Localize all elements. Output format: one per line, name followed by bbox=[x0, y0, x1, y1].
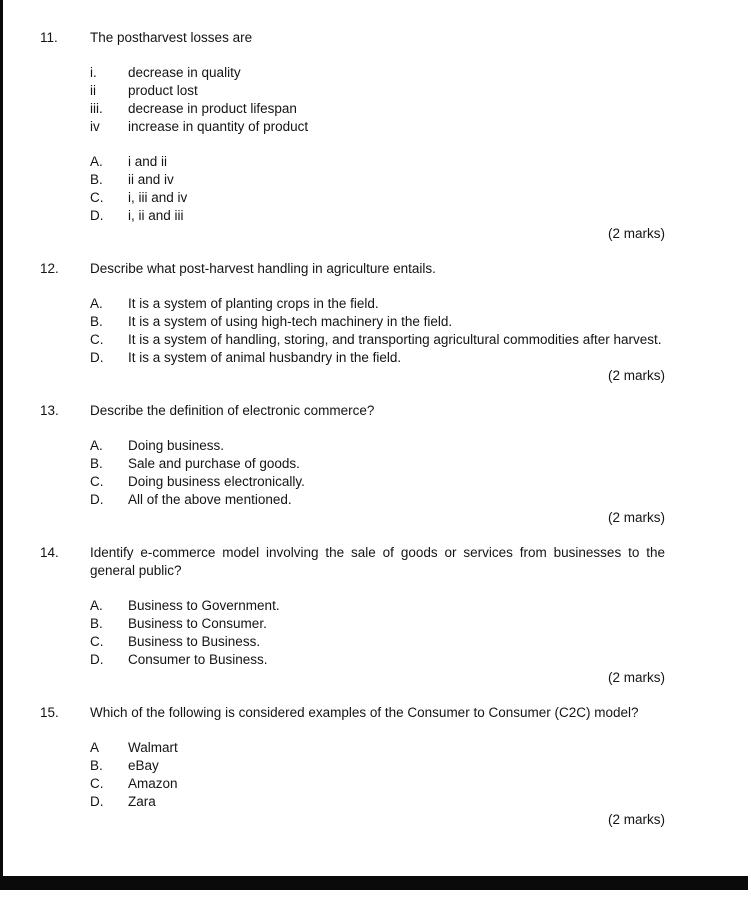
marks-label: (2 marks) bbox=[608, 670, 665, 685]
option-row bbox=[90, 633, 665, 651]
option-label: A. bbox=[90, 154, 103, 169]
sub-item-row bbox=[90, 100, 665, 118]
option-row bbox=[90, 793, 665, 811]
marks-label: (2 marks) bbox=[608, 226, 665, 241]
option-label: D. bbox=[90, 794, 104, 809]
option-row bbox=[90, 153, 665, 171]
option-label: A. bbox=[90, 296, 103, 311]
sub-item-label: iv bbox=[90, 119, 100, 134]
sub-item-row bbox=[90, 82, 665, 100]
question-options bbox=[90, 597, 665, 669]
sub-item-text: increase in quantity of product bbox=[128, 119, 309, 134]
questions-list bbox=[40, 29, 665, 829]
question-number: 12. bbox=[40, 261, 59, 276]
option-row bbox=[90, 171, 665, 189]
question-subitems bbox=[90, 64, 665, 136]
option-text: i, iii and iv bbox=[128, 190, 188, 205]
option-text: Doing business. bbox=[128, 438, 225, 453]
question-text: Identify e-commerce model involving the sale of goods or services from businesses to the general public? bbox=[90, 545, 665, 578]
question-options bbox=[90, 295, 665, 367]
option-label: C. bbox=[90, 776, 104, 791]
sub-item-text: decrease in product lifespan bbox=[128, 101, 297, 116]
scan-edge-bottom bbox=[0, 876, 748, 890]
sub-item-label: iii. bbox=[90, 101, 103, 116]
sub-item-label: i. bbox=[90, 65, 97, 80]
option-text: Consumer to Business. bbox=[128, 652, 268, 667]
option-row bbox=[90, 615, 665, 633]
option-label: A bbox=[90, 740, 100, 755]
question-number: 13. bbox=[40, 403, 59, 418]
option-text: i and ii bbox=[128, 154, 168, 169]
option-row bbox=[90, 349, 665, 367]
option-text: eBay bbox=[128, 758, 159, 773]
option-label: B. bbox=[90, 314, 103, 329]
option-label: D. bbox=[90, 350, 104, 365]
option-text: ii and iv bbox=[128, 172, 174, 187]
option-text: It is a system of using high-tech machinery in the field. bbox=[128, 314, 453, 329]
option-label: C. bbox=[90, 190, 104, 205]
option-row bbox=[90, 313, 665, 331]
option-label: D. bbox=[90, 652, 104, 667]
sub-item-text: product lost bbox=[128, 83, 198, 98]
question-text: The postharvest losses are bbox=[90, 30, 253, 45]
question-block bbox=[40, 29, 665, 243]
sub-item-text: decrease in quality bbox=[128, 65, 241, 80]
option-text: Walmart bbox=[128, 740, 178, 755]
option-label: C. bbox=[90, 634, 104, 649]
option-label: B. bbox=[90, 758, 103, 773]
option-label: A. bbox=[90, 598, 103, 613]
option-label: C. bbox=[90, 332, 104, 347]
option-row bbox=[90, 295, 665, 313]
question-block bbox=[40, 544, 665, 687]
question-options bbox=[90, 437, 665, 509]
question-number: 11. bbox=[40, 30, 58, 45]
question-number: 15. bbox=[40, 705, 59, 720]
option-text: Zara bbox=[128, 794, 156, 809]
option-label: A. bbox=[90, 438, 103, 453]
option-row bbox=[90, 739, 665, 757]
question-block bbox=[40, 704, 665, 829]
option-row bbox=[90, 775, 665, 793]
option-row bbox=[90, 757, 665, 775]
option-text: Business to Government. bbox=[128, 598, 280, 613]
option-row bbox=[90, 331, 665, 349]
option-text: Doing business electronically. bbox=[128, 474, 305, 489]
option-row bbox=[90, 437, 665, 455]
option-text: Amazon bbox=[128, 776, 178, 791]
option-text: i, ii and iii bbox=[128, 208, 184, 223]
option-label: C. bbox=[90, 474, 104, 489]
marks-label: (2 marks) bbox=[608, 510, 665, 525]
option-label: B. bbox=[90, 616, 103, 631]
option-text: It is a system of handling, storing, and transporting agricultural commodities after harvest. bbox=[128, 332, 662, 347]
question-block bbox=[40, 260, 665, 385]
option-row bbox=[90, 473, 665, 491]
marks-label: (2 marks) bbox=[608, 812, 665, 827]
question-text: Which of the following is considered examples of the Consumer to Consumer (C2C) model? bbox=[90, 705, 639, 720]
sub-item-label: ii bbox=[90, 83, 96, 98]
question-options bbox=[90, 739, 665, 811]
marks-label: (2 marks) bbox=[608, 368, 665, 383]
option-text: Sale and purchase of goods. bbox=[128, 456, 300, 471]
option-row bbox=[90, 189, 665, 207]
option-label: D. bbox=[90, 492, 104, 507]
option-label: B. bbox=[90, 172, 103, 187]
question-block bbox=[40, 402, 665, 527]
sub-item-row bbox=[90, 118, 665, 136]
option-text: All of the above mentioned. bbox=[128, 492, 292, 507]
option-label: B. bbox=[90, 456, 103, 471]
option-label: D. bbox=[90, 208, 104, 223]
option-text: It is a system of animal husbandry in the field. bbox=[128, 350, 402, 365]
question-text: Describe the definition of electronic commerce? bbox=[90, 403, 375, 418]
question-text: Describe what post-harvest handling in agriculture entails. bbox=[90, 261, 436, 276]
option-row bbox=[90, 651, 665, 669]
option-row bbox=[90, 207, 665, 225]
question-options bbox=[90, 153, 665, 225]
option-text: It is a system of planting crops in the field. bbox=[128, 296, 379, 311]
option-text: Business to Consumer. bbox=[128, 616, 267, 631]
sub-item-row bbox=[90, 64, 665, 82]
question-number: 14. bbox=[40, 545, 59, 560]
option-row bbox=[90, 455, 665, 473]
option-row bbox=[90, 491, 665, 509]
scan-edge-left bbox=[0, 0, 3, 890]
option-text: Business to Business. bbox=[128, 634, 261, 649]
option-row bbox=[90, 597, 665, 615]
